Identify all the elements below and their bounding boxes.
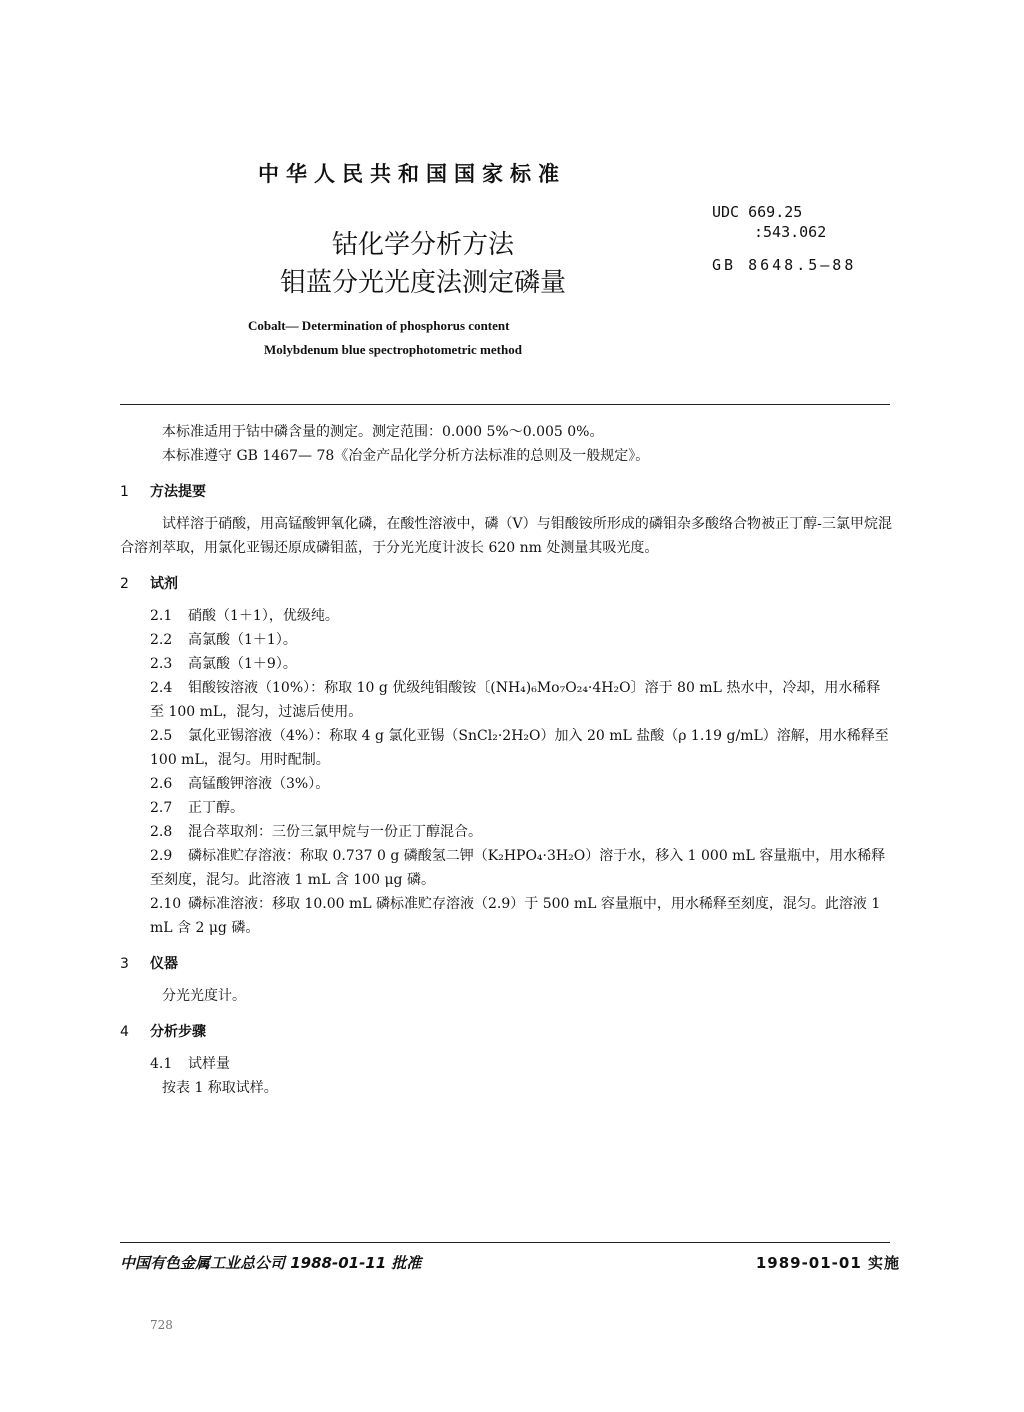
reagent-item bbox=[120, 628, 892, 652]
reagent-item bbox=[120, 676, 892, 724]
reagent-item bbox=[120, 820, 892, 844]
udc-line-1: UDC 669.25 bbox=[712, 203, 803, 221]
chinese-title-line-2: 钼蓝分光光度法测定磷量 bbox=[279, 268, 566, 298]
reagent-number: 2.1 bbox=[150, 608, 173, 624]
document-body bbox=[120, 420, 892, 1100]
reagent-text: 高氯酸（1＋1）。 bbox=[188, 632, 297, 648]
reagent-text: 混合萃取剂：三份三氯甲烷与一份正丁醇混合。 bbox=[188, 824, 482, 840]
english-title-line-2: Molybdenum blue spectrophotometric method bbox=[264, 342, 522, 357]
chinese-title-line-1: 钴化学分析方法 bbox=[331, 230, 514, 260]
reagent-number: 2.4 bbox=[150, 680, 173, 696]
sample-amount-paragraph: 按表 1 称取试样。 bbox=[162, 1080, 278, 1096]
reagent-item bbox=[120, 892, 892, 940]
footer-divider bbox=[120, 1242, 890, 1243]
scope-paragraph: 本标准适用于钴中磷含量的测定。测定范围：0.000 5%～0.005 0%。 bbox=[162, 424, 604, 440]
english-title bbox=[232, 314, 632, 362]
section-heading-1 bbox=[120, 480, 892, 504]
subsection-title: 试样量 bbox=[188, 1056, 230, 1072]
udc-code bbox=[712, 202, 826, 242]
reagent-number: 2.10 bbox=[150, 896, 182, 912]
section-heading-2 bbox=[120, 572, 892, 596]
chinese-title bbox=[258, 226, 588, 302]
apparatus-paragraph: 分光光度计。 bbox=[162, 988, 246, 1004]
section-heading-4 bbox=[120, 1020, 892, 1044]
reagent-number: 2.8 bbox=[150, 824, 173, 840]
reagent-item bbox=[120, 604, 892, 628]
gb-number: GB 8648.5—88 bbox=[712, 256, 857, 274]
page-number: 728 bbox=[150, 1318, 173, 1332]
reagent-text: 高氯酸（1＋9）。 bbox=[188, 656, 297, 672]
effective-date: 1989-01-01 实施 bbox=[755, 1254, 900, 1272]
reagent-text: 高锰酸钾溶液（3%）。 bbox=[188, 776, 330, 792]
section-title: 仪器 bbox=[150, 956, 178, 972]
national-standard-header: 中华人民共和国国家标准 bbox=[258, 162, 566, 186]
section-number: 1 bbox=[120, 484, 129, 500]
reagent-number: 2.5 bbox=[150, 728, 173, 744]
section-heading-3 bbox=[120, 952, 892, 976]
reagent-text: 正丁醇。 bbox=[188, 800, 244, 816]
reagent-text: 氯化亚锡溶液（4%）：称取 4 g 氯化亚锡（SnCl₂·2H₂O）加入 20 mL 盐酸（ρ 1.19 g/mL）溶解，用水稀释至 100 mL，混匀。用时配制。 bbox=[150, 728, 889, 768]
section-number: 4 bbox=[120, 1024, 129, 1040]
header-divider bbox=[120, 404, 890, 405]
section-number: 2 bbox=[120, 576, 129, 592]
reagent-item bbox=[120, 652, 892, 676]
reagent-text: 钼酸铵溶液（10%）：称取 10 g 优级纯钼酸铵〔(NH₄)₆Mo₇O₂₄·4H₂O〕溶于 80 mL 热水中，冷却，用水稀释至 100 mL，混匀，过滤后使用。 bbox=[150, 680, 881, 720]
section-title: 分析步骤 bbox=[150, 1024, 206, 1040]
reagent-item bbox=[120, 772, 892, 796]
reagent-number: 2.6 bbox=[150, 776, 173, 792]
reagent-text: 磷标准溶液：移取 10.00 mL 磷标准贮存溶液（2.9）于 500 mL 容量瓶中，用水稀释至刻度，混匀。此溶液 1 mL 含 2 μg 磷。 bbox=[150, 896, 881, 936]
approval-info: 中国有色金属工业总公司 1988-01-11 批准 bbox=[120, 1254, 422, 1272]
reagent-number: 2.3 bbox=[150, 656, 173, 672]
reagent-list bbox=[120, 604, 892, 940]
compliance-paragraph: 本标准遵守 GB 1467— 78《冶金产品化学分析方法标准的总则及一般规定》。 bbox=[162, 448, 650, 464]
section-number: 3 bbox=[120, 956, 129, 972]
subsection-number: 4.1 bbox=[150, 1056, 173, 1072]
subsection-heading-4-1 bbox=[120, 1052, 892, 1076]
reagent-item bbox=[120, 796, 892, 820]
section-title: 方法提要 bbox=[150, 484, 206, 500]
reagent-item bbox=[120, 724, 892, 772]
method-summary-paragraph: 试样溶于硝酸，用高锰酸钾氧化磷，在酸性溶液中，磷（Ⅴ）与钼酸铵所形成的磷钼杂多酸络合物被正丁醇-三氯甲烷混合溶剂萃取，用氯化亚锡还原成磷钼蓝，于分光光度计波长 620 nm 处测量其吸光度。 bbox=[120, 516, 892, 556]
english-title-line-1: Cobalt— Determination of phosphorus content bbox=[248, 318, 510, 333]
section-title: 试剂 bbox=[150, 576, 178, 592]
udc-line-2: :543.062 bbox=[754, 223, 827, 241]
reagent-number: 2.9 bbox=[150, 848, 173, 864]
reagent-number: 2.2 bbox=[150, 632, 173, 648]
reagent-text: 磷标准贮存溶液：称取 0.737 0 g 磷酸氢二钾（K₂HPO₄·3H₂O）溶于水，移入 1 000 mL 容量瓶中，用水稀释至刻度，混匀。此溶液 1 mL 含 100 μg 磷。 bbox=[150, 848, 886, 888]
reagent-item bbox=[120, 844, 892, 892]
reagent-number: 2.7 bbox=[150, 800, 173, 816]
reagent-text: 硝酸（1＋1），优级纯。 bbox=[188, 608, 339, 624]
